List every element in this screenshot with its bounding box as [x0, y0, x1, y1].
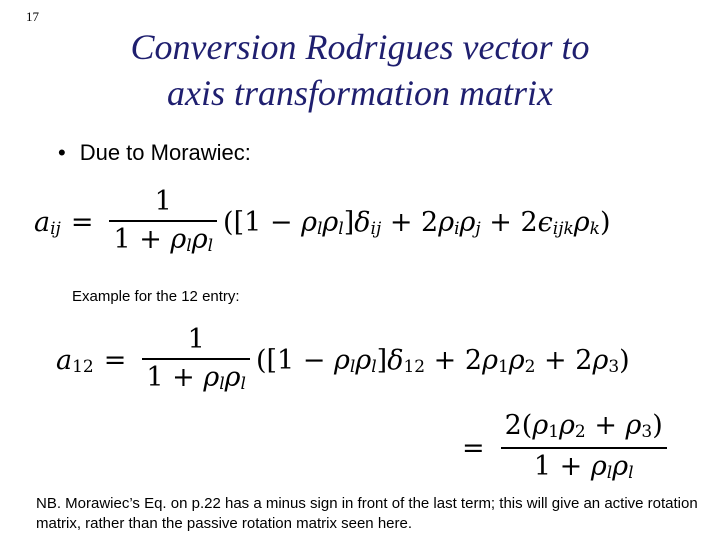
bullet-item: [58, 140, 251, 166]
equation-general: $a_{ij}$ = $\frac{1}{1 + \rho_l\rho_l}$ $([1 - \rho_l\rho_l]\delta_{ij} + 2\rho_i\rho_j + 2\epsilon_{ijk}\rho_k)$: [34, 186, 611, 256]
equation-12-simplified: = $\frac{2(\rho_1\rho_2 + \rho_3)}{1 + \rho_l\rho_l}$: [452, 410, 673, 486]
title-line-1: Conversion Rodrigues vector to: [130, 27, 590, 67]
example-label: Example for the 12 entry:: [72, 288, 240, 305]
slide-number: 17: [26, 9, 39, 24]
title-line-2: axis transformation matrix: [166, 73, 553, 113]
bullet-text: Due to Morawiec:: [79, 140, 251, 165]
footnote: NB. Morawiec’s Eq. on p.22 has a minus sign in front of the last term; this will give an active rotation matrix, rather than the passive rotation matrix seen here.: [36, 495, 698, 532]
slide-title: [60, 24, 660, 116]
equation-12-entry: $a_{12}$ = $\frac{1}{1 + \rho_l\rho_l}$ $([1 - \rho_l\rho_l]\delta_{12} + 2\rho_1\rho_2 + 2\rho_3)$: [56, 324, 630, 394]
bullet-marker: •: [58, 140, 66, 165]
